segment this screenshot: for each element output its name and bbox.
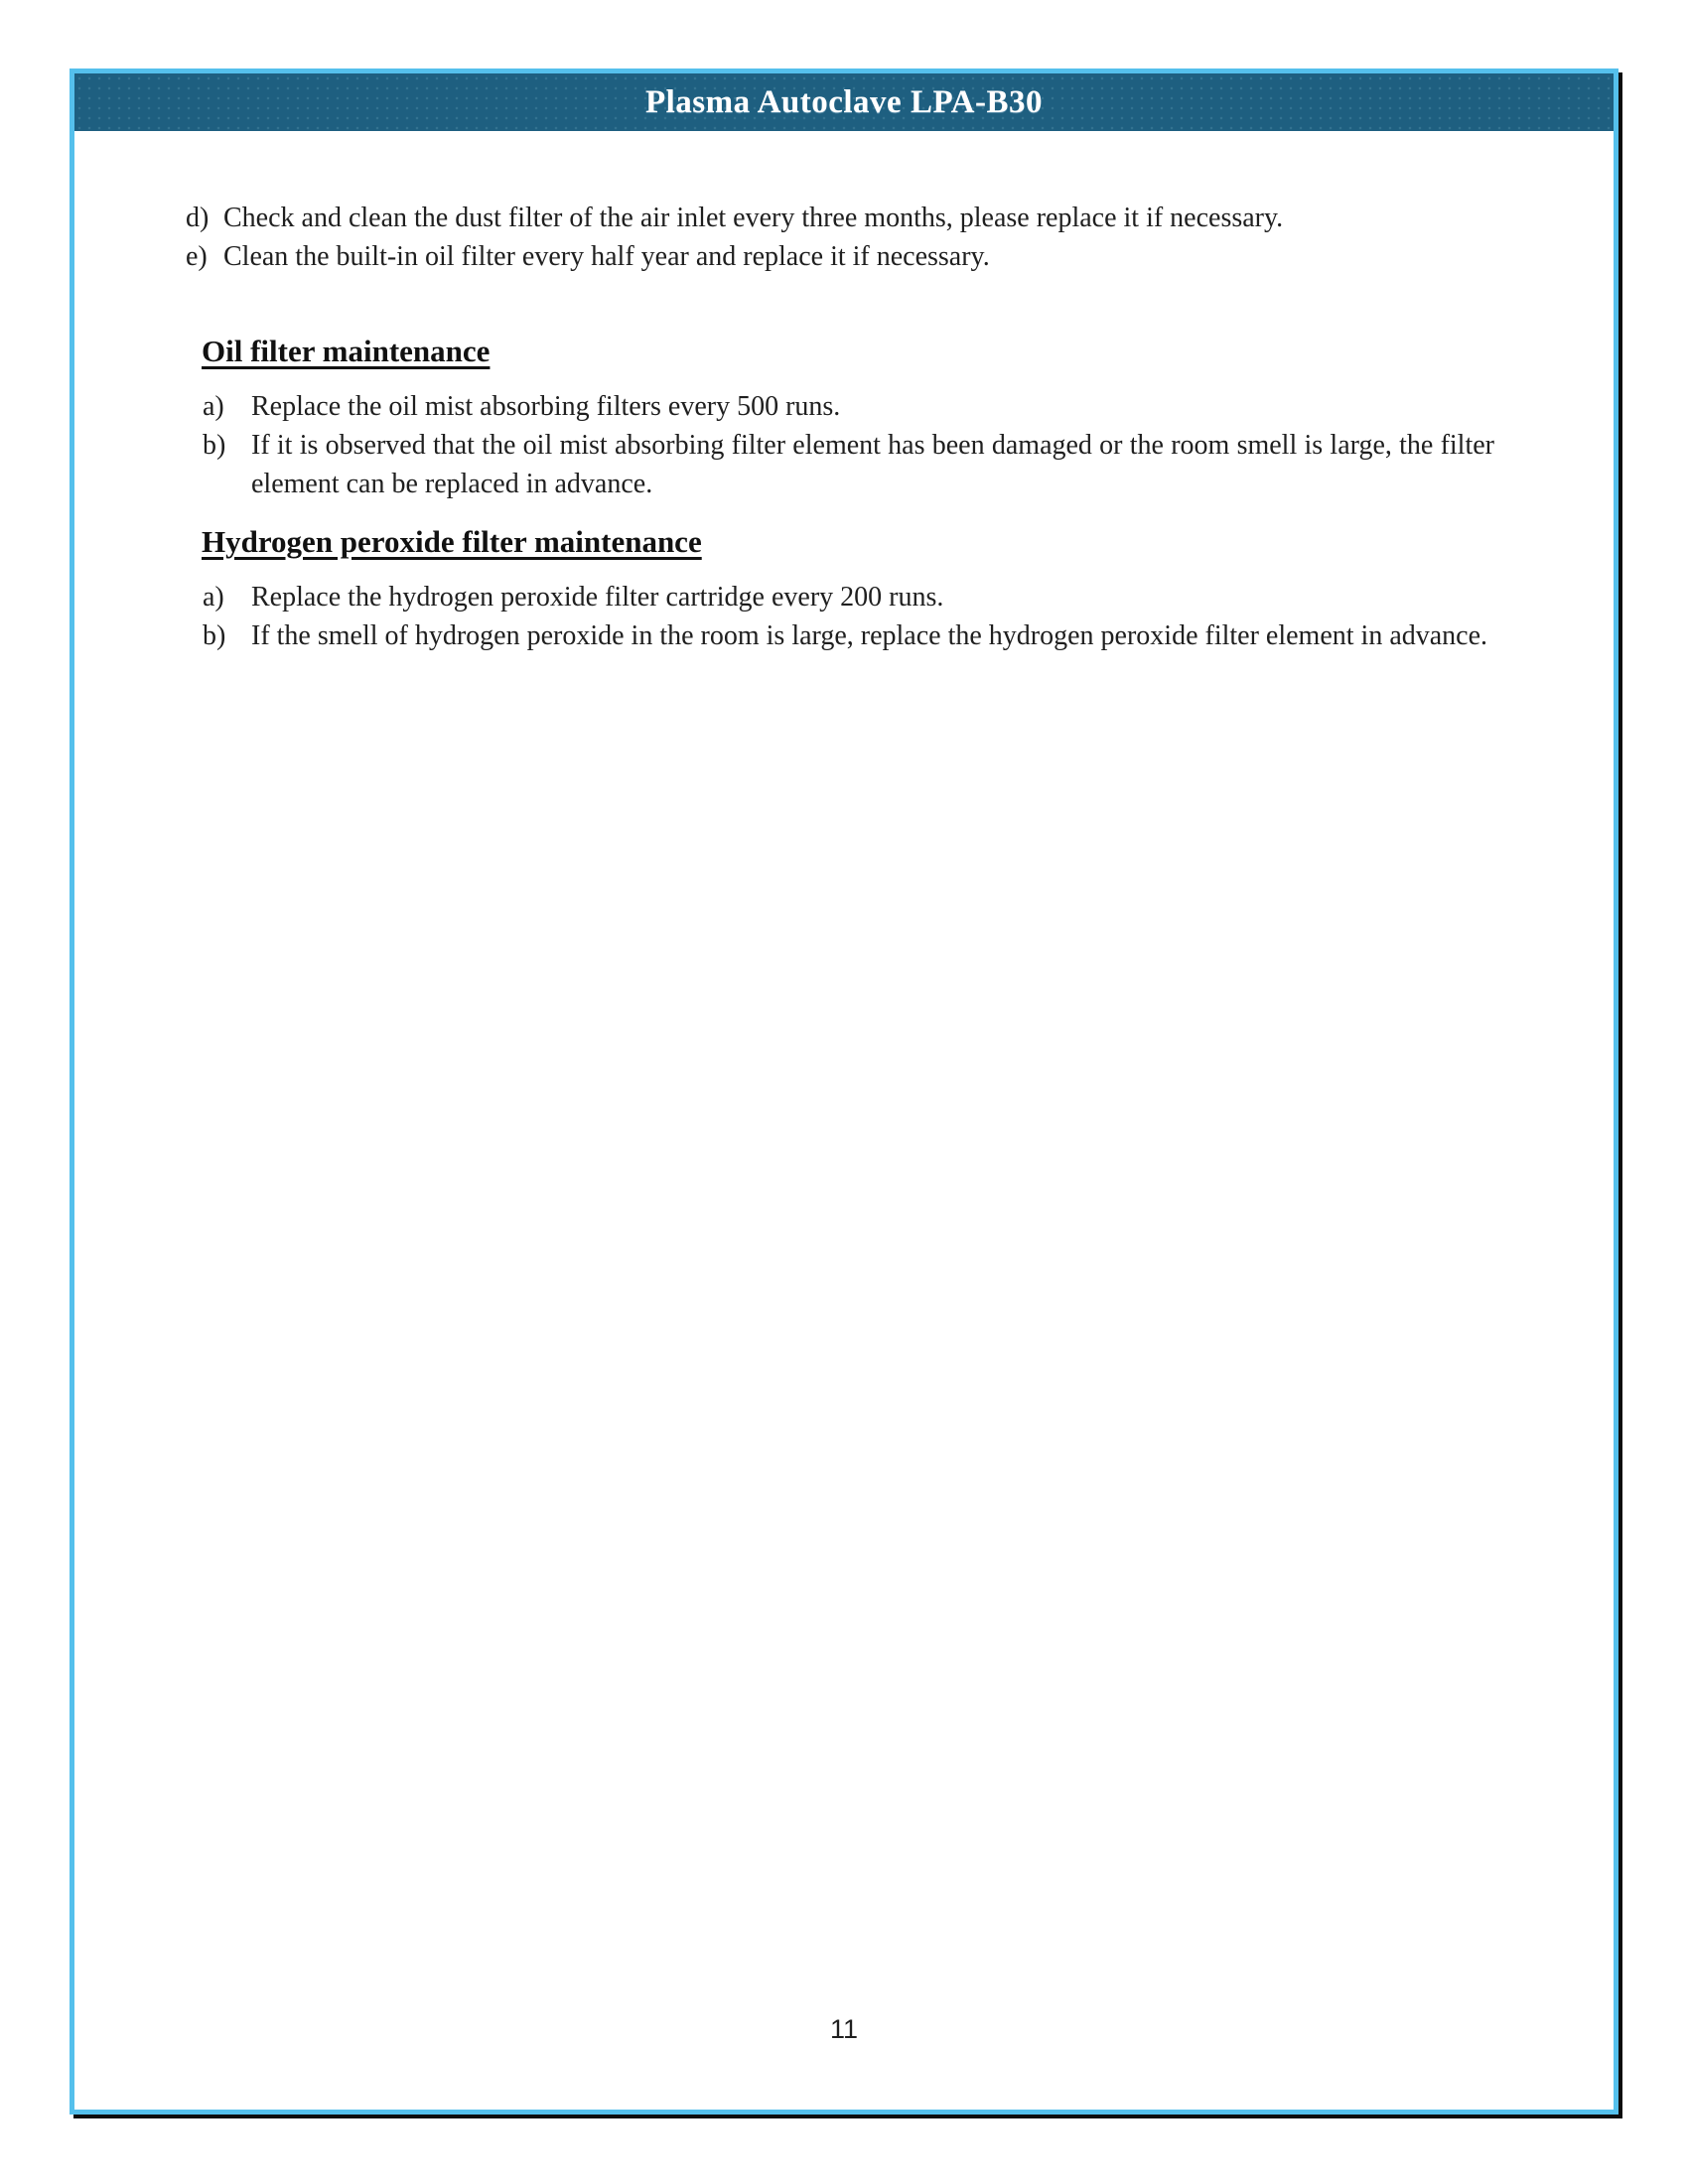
- list-item-text: Replace the oil mist absorbing filters every 500 runs.: [251, 391, 841, 422]
- list-marker: b): [203, 620, 226, 651]
- list-marker: a): [203, 391, 224, 422]
- page-content: [74, 131, 1614, 655]
- list-item-text: Clean the built-in oil filter every half year and replace it if necessary.: [223, 241, 990, 272]
- list-marker: d): [186, 203, 210, 233]
- list-item: [186, 387, 1494, 426]
- section-heading: Oil filter maintenance: [202, 334, 491, 368]
- list-item: [186, 616, 1494, 655]
- section-list: [186, 578, 1494, 655]
- document-page-frame: [70, 68, 1618, 2115]
- list-item: [186, 199, 1494, 237]
- document-title: Plasma Autoclave LPA-B30: [644, 83, 1044, 120]
- page-footer: [74, 2013, 1614, 2046]
- list-item-text: If the smell of hydrogen peroxide in the room is large, replace the hydrogen peroxide filter element in advance.: [251, 620, 1488, 651]
- list-item-text: If it is observed that the oil mist absorbing filter element has been damaged or the room smell is large, the filter element can be replaced in advance.: [251, 430, 1494, 499]
- section-oil-filter-maintenance: [186, 332, 1494, 503]
- section-hydrogen-peroxide-filter-maintenance: [186, 522, 1494, 655]
- list-item-text: Check and clean the dust filter of the air inlet every three months, please replace it if necessary.: [223, 203, 1284, 233]
- list-item: [186, 426, 1494, 503]
- section-list: [186, 387, 1494, 503]
- list-marker: a): [203, 582, 224, 613]
- list-marker: b): [203, 430, 226, 461]
- list-item-text: Replace the hydrogen peroxide filter cartridge every 200 runs.: [251, 582, 944, 613]
- list-marker: e): [186, 241, 208, 272]
- page-number: 11: [829, 2014, 859, 2044]
- list-item: [186, 237, 1494, 276]
- section-heading: Hydrogen peroxide filter maintenance: [202, 524, 702, 559]
- header-bar: [74, 73, 1614, 131]
- intro-list: [186, 199, 1494, 276]
- list-item: [186, 578, 1494, 616]
